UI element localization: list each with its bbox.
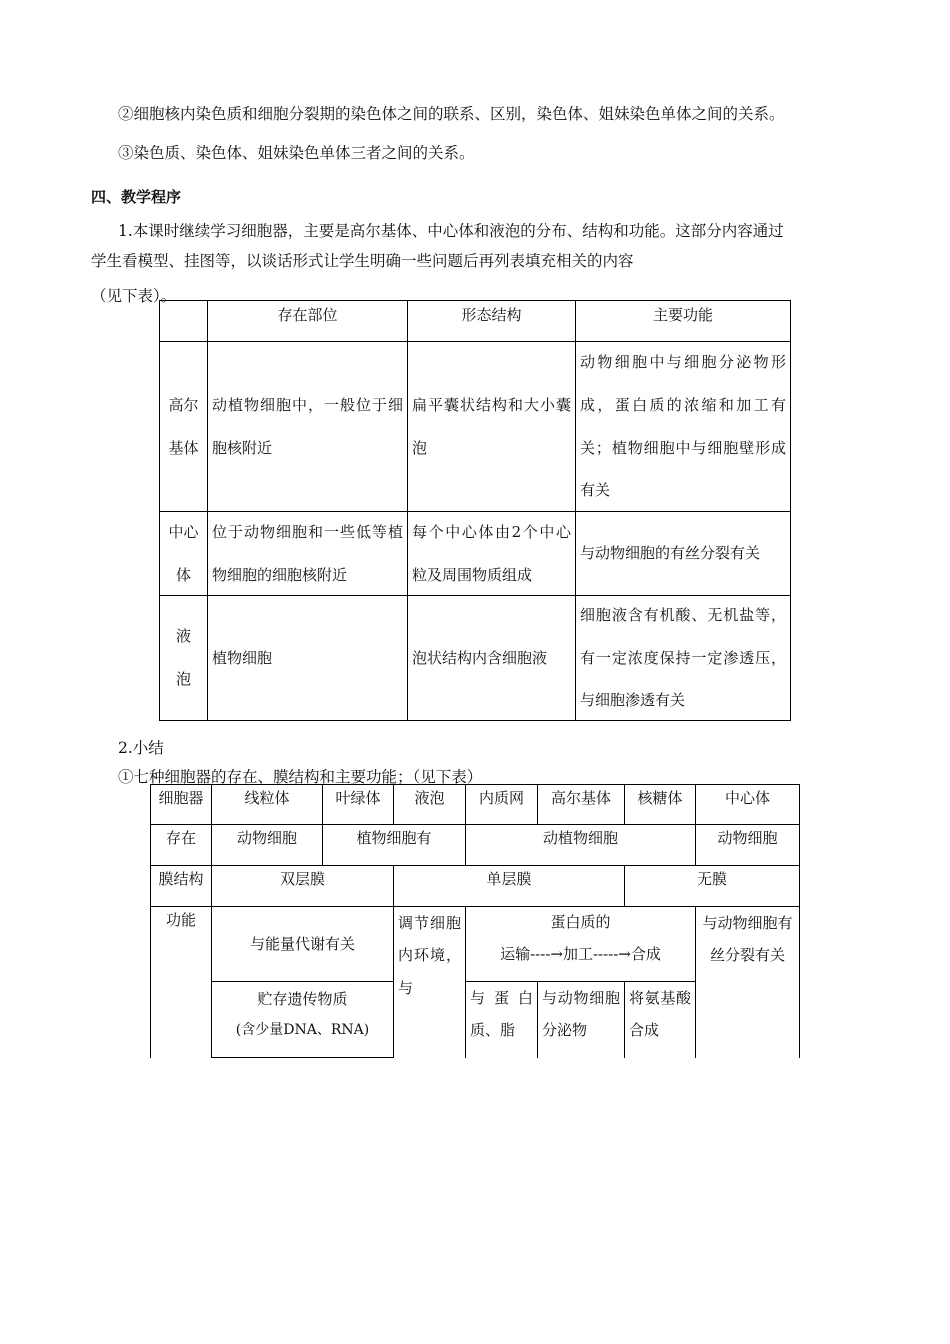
table1-row-function: 动物细胞中与细胞分泌物形成，蛋白质的浓缩和加工有关；植物细胞中与细胞壁形成有关 xyxy=(575,341,791,512)
table2-membrane-cell: 无膜 xyxy=(624,865,800,907)
paragraph-summary: 2.小结 xyxy=(118,739,164,757)
table2-header-cell: 细胞器 xyxy=(150,784,212,825)
table2-golgi-func: 与动物细胞分泌物 xyxy=(537,981,625,1058)
table2-existence-cell: 动物细胞 xyxy=(695,824,800,866)
table1-row-structure: 扁平囊状结构和大小囊泡 xyxy=(407,341,576,512)
table2-membrane-cell: 双层膜 xyxy=(211,865,394,907)
section-heading: 四、教学程序 xyxy=(91,188,182,206)
paragraph-step1: 1.本课时继续学习细胞器，主要是高尔基体、中心体和液泡的分布、结构和功能。这部分内容通过 xyxy=(118,222,784,240)
table2-protein-cell xyxy=(465,906,696,982)
table2-genetic-line2: (含少量DNA、RNA) xyxy=(235,1021,370,1038)
paragraph-step1-cont: 学生看模型、挂图等，以谈话形式让学生明确一些问题后再列表填充相关的内容 xyxy=(91,252,634,270)
table1-row-structure: 泡状结构内含细胞液 xyxy=(407,595,576,721)
table2-vacuole-func: 调节细胞内环境，与 xyxy=(393,906,466,1058)
table2-header-cell: 叶绿体 xyxy=(322,784,394,825)
table2-ribosome-func: 将氨基酸合成 xyxy=(624,981,696,1058)
table2-header-cell: 核糖体 xyxy=(624,784,696,825)
table2-genetic-line1: 贮存遗传物质 xyxy=(257,990,348,1008)
table2-header-cell: 高尔基体 xyxy=(537,784,625,825)
table2-header-cell: 液泡 xyxy=(393,784,466,825)
table2-header-cell: 内质网 xyxy=(465,784,538,825)
table1-row-function: 与动物细胞的有丝分裂有关 xyxy=(575,511,791,596)
table1-row-structure: 每个中心体由2个中心粒及周围物质组成 xyxy=(407,511,576,596)
table1-row-name: 液泡 xyxy=(159,595,208,721)
table1-header-function: 主要功能 xyxy=(575,300,791,342)
table1-row-name: 中心体 xyxy=(159,511,208,596)
table1-row-function: 细胞液含有机酸、无机盐等，有一定浓度保持一定渗透压，与细胞渗透有关 xyxy=(575,595,791,721)
table2-existence-cell: 动物细胞 xyxy=(211,824,323,866)
table2-existence-label: 存在 xyxy=(150,824,212,866)
paragraph-chromatin: ②细胞核内染色质和细胞分裂期的染色体之间的联系、区别，染色体、姐妹染色单体之间的关系。 xyxy=(118,105,785,123)
table2-header-cell: 线粒体 xyxy=(211,784,323,825)
table1-header-blank xyxy=(159,300,208,342)
paragraph-step1-note: （见下表）。 xyxy=(91,287,177,305)
paragraph-relations: ③染色质、染色体、姐妹染色单体三者之间的关系。 xyxy=(118,144,475,162)
table2-membrane-label: 膜结构 xyxy=(150,865,212,907)
table2-er-func: 与蛋白质、脂 xyxy=(465,981,538,1058)
table2-protein-flow: 运输----→加工-----→合成 xyxy=(500,944,661,963)
table2-header-cell: 中心体 xyxy=(695,784,800,825)
table2-energy-cell: 与能量代谢有关 xyxy=(211,906,394,982)
table1-row-location: 动植物细胞中，一般位于细胞核附近 xyxy=(207,341,408,512)
paragraph-summary-intro: ①七种细胞器的存在、膜结构和主要功能；（见下表） xyxy=(118,768,483,786)
table1-row-location: 位于动物细胞和一些低等植物细胞的细胞核附近 xyxy=(207,511,408,596)
table1-row-location: 植物细胞 xyxy=(207,595,408,721)
table1-row-name: 高尔基体 xyxy=(159,341,208,512)
table2-existence-cell: 植物细胞有 xyxy=(322,824,466,866)
table1-header-structure: 形态结构 xyxy=(407,300,576,342)
table2-centrosome-func: 与动物细胞有丝分裂有关 xyxy=(695,906,800,1058)
table1-header-location: 存在部位 xyxy=(207,300,408,342)
table2-protein-title: 蛋白质的 xyxy=(550,913,611,931)
table2-membrane-cell: 单层膜 xyxy=(393,865,625,907)
table2-existence-cell: 动植物细胞 xyxy=(465,824,696,866)
table2-function-label: 功能 xyxy=(150,906,212,1058)
table2-genetic-cell xyxy=(211,981,394,1058)
